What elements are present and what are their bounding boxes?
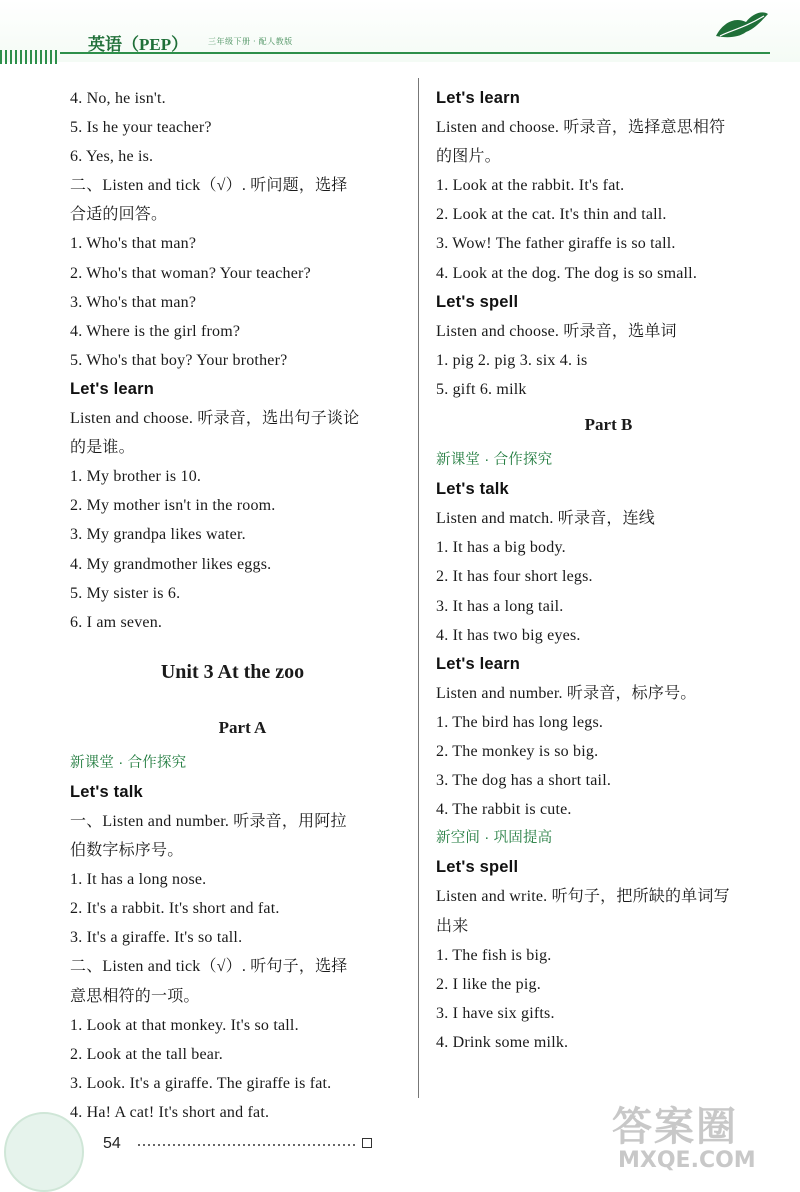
right-column xyxy=(436,84,781,1057)
right-line: 4. Drink some milk. xyxy=(436,1033,569,1051)
right-line: 1. Look at the rabbit. It's fat. xyxy=(436,177,625,195)
left-line: 5. Is he your teacher? xyxy=(70,119,212,137)
right-line: 3. It has a long tail. xyxy=(436,597,564,615)
right-line: 2. I like the pig. xyxy=(436,975,541,993)
left-line: 的是谁。 xyxy=(70,439,135,457)
left-line: 5. My sister is 6. xyxy=(70,584,181,602)
left-line: 3. My grandpa likes water. xyxy=(70,526,246,544)
right-line: 3. The dog has a short tail. xyxy=(436,772,612,790)
footer-dotted-rule xyxy=(138,1144,356,1146)
right-line: 1. The fish is big. xyxy=(436,946,552,964)
left-subsection-label: 新课堂 · 合作探究 xyxy=(70,754,187,771)
left-line: 4. Ha! A cat! It's short and fat. xyxy=(70,1103,270,1121)
left-line: 2. Look at the tall bear. xyxy=(70,1045,223,1063)
left-line: 1. Who's that man? xyxy=(70,235,197,253)
left-part-title: Part A xyxy=(218,717,267,737)
right-line: Listen and match. 听录音，连线 xyxy=(436,510,655,528)
left-line: 2. It's a rabbit. It's short and fat. xyxy=(70,900,280,918)
right-line: 1. pig 2. pig 3. six 4. is xyxy=(436,351,588,369)
left-line: 4. My grandmother likes eggs. xyxy=(70,555,272,573)
watermark-logo: 答案圈 xyxy=(612,1104,738,1150)
right-subsection-label: 新课堂 · 合作探究 xyxy=(436,452,553,469)
left-line: 5. Who's that boy? Your brother? xyxy=(70,351,288,369)
left-line: 4. No, he isn't. xyxy=(70,90,166,107)
right-line: 5. gift 6. milk xyxy=(436,380,527,398)
right-section-heading: Let's spell xyxy=(436,858,519,877)
right-section-heading: Let's talk xyxy=(436,480,509,499)
left-column xyxy=(70,84,415,1127)
right-line: 3. I have six gifts. xyxy=(436,1004,555,1022)
right-line: Listen and choose. 听录音，选择意思相符 xyxy=(436,119,726,137)
book-subtitle: 三年级下册 · 配人教版 xyxy=(208,37,293,46)
left-line: 合适的回答。 xyxy=(70,206,168,224)
right-line: 4. The rabbit is cute. xyxy=(436,801,572,819)
right-line: Listen and write. 听句子，把所缺的单词写 xyxy=(436,888,730,906)
left-line: 1. My brother is 10. xyxy=(70,468,202,486)
right-line: 的图片。 xyxy=(436,148,501,166)
right-part-title: Part B xyxy=(584,415,633,435)
leaf-logo-icon xyxy=(712,6,772,40)
left-section-heading: Let's learn xyxy=(70,379,155,398)
left-line: 二、Listen and tick（√）. 听句子，选择 xyxy=(70,958,348,976)
right-line: 1. It has a big body. xyxy=(436,539,566,557)
right-line: 2. It has four short legs. xyxy=(436,568,593,586)
left-line: 伯数字标序号。 xyxy=(70,842,184,860)
left-line: 3. Look. It's a giraffe. The giraffe is fat. xyxy=(70,1074,332,1092)
left-section-heading: Let's talk xyxy=(70,782,143,801)
watermark-url: MXQE.COM xyxy=(618,1148,756,1173)
right-line: 4. It has two big eyes. xyxy=(436,626,581,644)
book-title: 英语（PEP） xyxy=(88,35,189,54)
unit-title: Unit 3 At the zoo xyxy=(160,660,305,683)
left-line: 2. Who's that woman? Your teacher? xyxy=(70,264,311,282)
left-line: 6. Yes, he is. xyxy=(70,148,154,166)
right-section-heading: Let's learn xyxy=(436,654,521,673)
right-line: 3. Wow! The father giraffe is so tall. xyxy=(436,235,676,253)
right-section-heading: Let's learn xyxy=(436,89,521,107)
footer-square-icon xyxy=(362,1138,372,1148)
right-line: 4. Look at the dog. The dog is so small. xyxy=(436,264,698,282)
right-line: Listen and choose. 听录音，选单词 xyxy=(436,322,677,340)
left-line: 1. Look at that monkey. It's so tall. xyxy=(70,1016,299,1034)
left-line: 意思相符的一项。 xyxy=(70,987,200,1005)
left-line: 4. Where is the girl from? xyxy=(70,322,241,340)
right-line: 出来 xyxy=(436,917,469,935)
left-line: 2. My mother isn't in the room. xyxy=(70,497,276,515)
column-divider xyxy=(418,78,419,1098)
left-line: 1. It has a long nose. xyxy=(70,871,207,889)
right-line: 2. Look at the cat. It's thin and tall. xyxy=(436,206,667,224)
left-line: 6. I am seven. xyxy=(70,613,163,631)
left-line: 二、Listen and tick（√）. 听问题，选择 xyxy=(70,177,348,195)
header-stripes xyxy=(0,50,58,64)
right-subsection-label: 新空间 · 巩固提高 xyxy=(436,830,553,847)
left-line: 一、Listen and number. 听录音，用阿拉 xyxy=(70,812,347,830)
right-section-heading: Let's spell xyxy=(436,292,519,311)
right-line: Listen and number. 听录音，标序号。 xyxy=(436,684,697,702)
left-line: 3. Who's that man? xyxy=(70,293,197,311)
right-line: 1. The bird has long legs. xyxy=(436,713,604,731)
footer-decoration xyxy=(4,1112,84,1192)
page-number: 54 xyxy=(103,1135,121,1152)
left-line: 3. It's a giraffe. It's so tall. xyxy=(70,929,243,947)
right-line: 2. The monkey is so big. xyxy=(436,742,599,760)
left-line: Listen and choose. 听录音，选出句子谈论 xyxy=(70,410,360,428)
